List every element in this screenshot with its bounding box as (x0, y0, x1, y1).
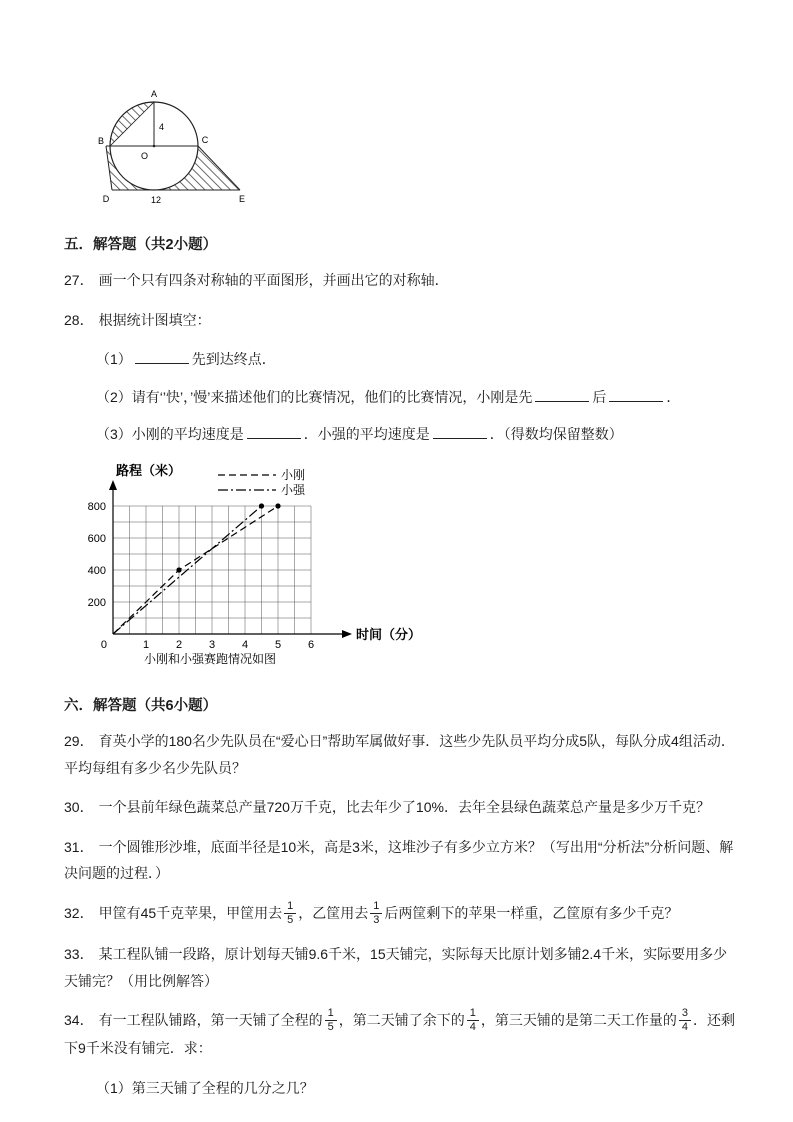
question-text: ，第二天铺了余下的 (338, 1012, 465, 1029)
svg-text:2: 2 (175, 638, 183, 651)
question-27 (64, 267, 735, 294)
answer-blank (247, 423, 301, 439)
svg-text:200: 200 (87, 596, 106, 609)
question-text: ，第三天铺的是第二天工作量的 (480, 1012, 677, 1029)
question-number: 33． (64, 945, 94, 962)
fraction (370, 900, 382, 927)
question-number: 34． (64, 1012, 94, 1029)
question-number: 32． (64, 904, 94, 921)
svg-text:800: 800 (87, 500, 106, 513)
question-text: 有一工程队铺路，第一天铺了全程的 (98, 1012, 323, 1029)
geometry-figure (92, 86, 735, 215)
fraction-numerator: 1 (284, 900, 296, 914)
question-text: 一个县前年绿色蔬菜总产量720万千克，比去年少了10%．去年全县绿色蔬菜总产量是多少万千克？ (98, 799, 710, 816)
fraction-denominator: 4 (681, 1020, 688, 1033)
svg-text:时间（分）: 时间（分） (356, 626, 420, 642)
question-number: 31． (64, 838, 94, 855)
question-28-sub2 (96, 384, 735, 411)
label-D: D (102, 194, 110, 204)
fraction (284, 900, 296, 927)
question-text: 甲筐有45千克苹果，甲筐用去 (98, 904, 283, 921)
sub-text: ． (666, 388, 681, 405)
answer-blank (433, 423, 487, 439)
label-A: A (150, 89, 158, 99)
question-30 (64, 794, 735, 821)
svg-text:路程（米）: 路程（米） (116, 462, 182, 478)
svg-text:1: 1 (142, 638, 150, 651)
svg-text:6: 6 (307, 638, 315, 651)
question-34 (64, 1007, 735, 1062)
fraction-numerator: 1 (467, 1007, 479, 1021)
fraction-denominator: 3 (373, 913, 380, 926)
label-O: O (140, 151, 148, 161)
svg-text:4: 4 (241, 638, 249, 651)
label-C: C (201, 135, 209, 145)
svg-text:小强: 小强 (281, 482, 306, 497)
question-text: 后两筐剩下的苹果一样重，乙筐原有多少千克？ (384, 904, 679, 921)
question-text: 根据统计图填空： (98, 311, 211, 328)
svg-text:小刚: 小刚 (281, 467, 306, 482)
fraction (467, 1007, 479, 1034)
fraction (325, 1007, 337, 1034)
center-dot (153, 145, 156, 148)
question-number: 29． (64, 732, 94, 749)
fraction-numerator: 1 (370, 900, 382, 914)
sub-text: ．（得数均保留整数） (489, 426, 623, 443)
question-34-sub1 (96, 1075, 735, 1102)
sub-text: （2）请有‘’快’，’慢’来描述他们的比赛情况，他们的比赛情况，小刚是先 (96, 388, 533, 405)
question-text: 画一个只有四条对称轴的平面图形，并画出它的对称轴． (98, 272, 449, 288)
question-28-sub3 (96, 421, 735, 448)
fraction (679, 1007, 691, 1034)
race-chart (68, 459, 735, 676)
answer-blank (609, 386, 663, 402)
question-32 (64, 900, 735, 928)
section5-heading: 五．解答题（共2小题） (64, 237, 218, 253)
svg-text:5: 5 (274, 638, 282, 651)
sub-text: ．小强的平均速度是 (303, 426, 430, 443)
label-radius-4: 4 (159, 122, 165, 132)
svg-text:3: 3 (208, 638, 216, 651)
question-28 (64, 307, 735, 334)
label-E: E (238, 194, 246, 204)
svg-text:小刚和小强赛跑情况如图: 小刚和小强赛跑情况如图 (144, 651, 277, 666)
fraction-numerator: 1 (325, 1007, 337, 1021)
svg-text:0: 0 (100, 638, 107, 651)
fraction-numerator: 3 (679, 1007, 691, 1021)
fraction-denominator: 5 (327, 1020, 334, 1033)
question-33 (64, 941, 735, 994)
question-number: 30． (64, 799, 94, 816)
sub-text: 先到达终点． (191, 351, 276, 368)
svg-text:600: 600 (87, 532, 106, 545)
question-number: 28． (64, 311, 94, 328)
sub-text: （3）小刚的平均速度是 (96, 426, 244, 443)
question-number: 27． (64, 272, 94, 288)
question-28-sub1 (96, 346, 735, 373)
sub-text: （1） (96, 351, 132, 368)
question-29 (64, 728, 735, 781)
question-31 (64, 834, 735, 887)
sub-text: 后 (592, 388, 607, 405)
label-B: B (97, 136, 105, 146)
fraction-denominator: 5 (287, 913, 294, 926)
question-text: 一个圆锥形沙堆，底面半径是10米，高是3米，这堆沙子有多少立方米？（写出用“分析法”分析问题、解决问题的过程．） (64, 838, 734, 882)
question-text: 某工程队铺一段路，原计划每天铺9.6千米，15天铺完，实际每天比原计划多铺2.4千米，实际要用多少天铺完？（用比例解答） (64, 945, 728, 989)
fraction-denominator: 4 (469, 1020, 476, 1033)
race-chart-svg (68, 459, 420, 673)
svg-text:400: 400 (87, 564, 106, 577)
sub-text: （1）第三天铺了全程的几分之几？ (96, 1079, 314, 1096)
question-text: ，乙筐用去 (298, 904, 369, 921)
question-text: ．还剩下9千米没有铺完．求： (64, 1012, 735, 1057)
geometry-figure-svg (92, 86, 344, 212)
label-base-12: 12 (150, 195, 162, 205)
section6-heading: 六．解答题（共6小题） (64, 697, 218, 714)
answer-blank (135, 348, 189, 364)
question-text: 育英小学的180名少先队员在“爱心日”帮助军属做好事．这些少先队员平均分成5队，每队分成4组活动．平均每组有多少名少先队员？ (64, 732, 735, 776)
answer-blank (535, 386, 589, 402)
